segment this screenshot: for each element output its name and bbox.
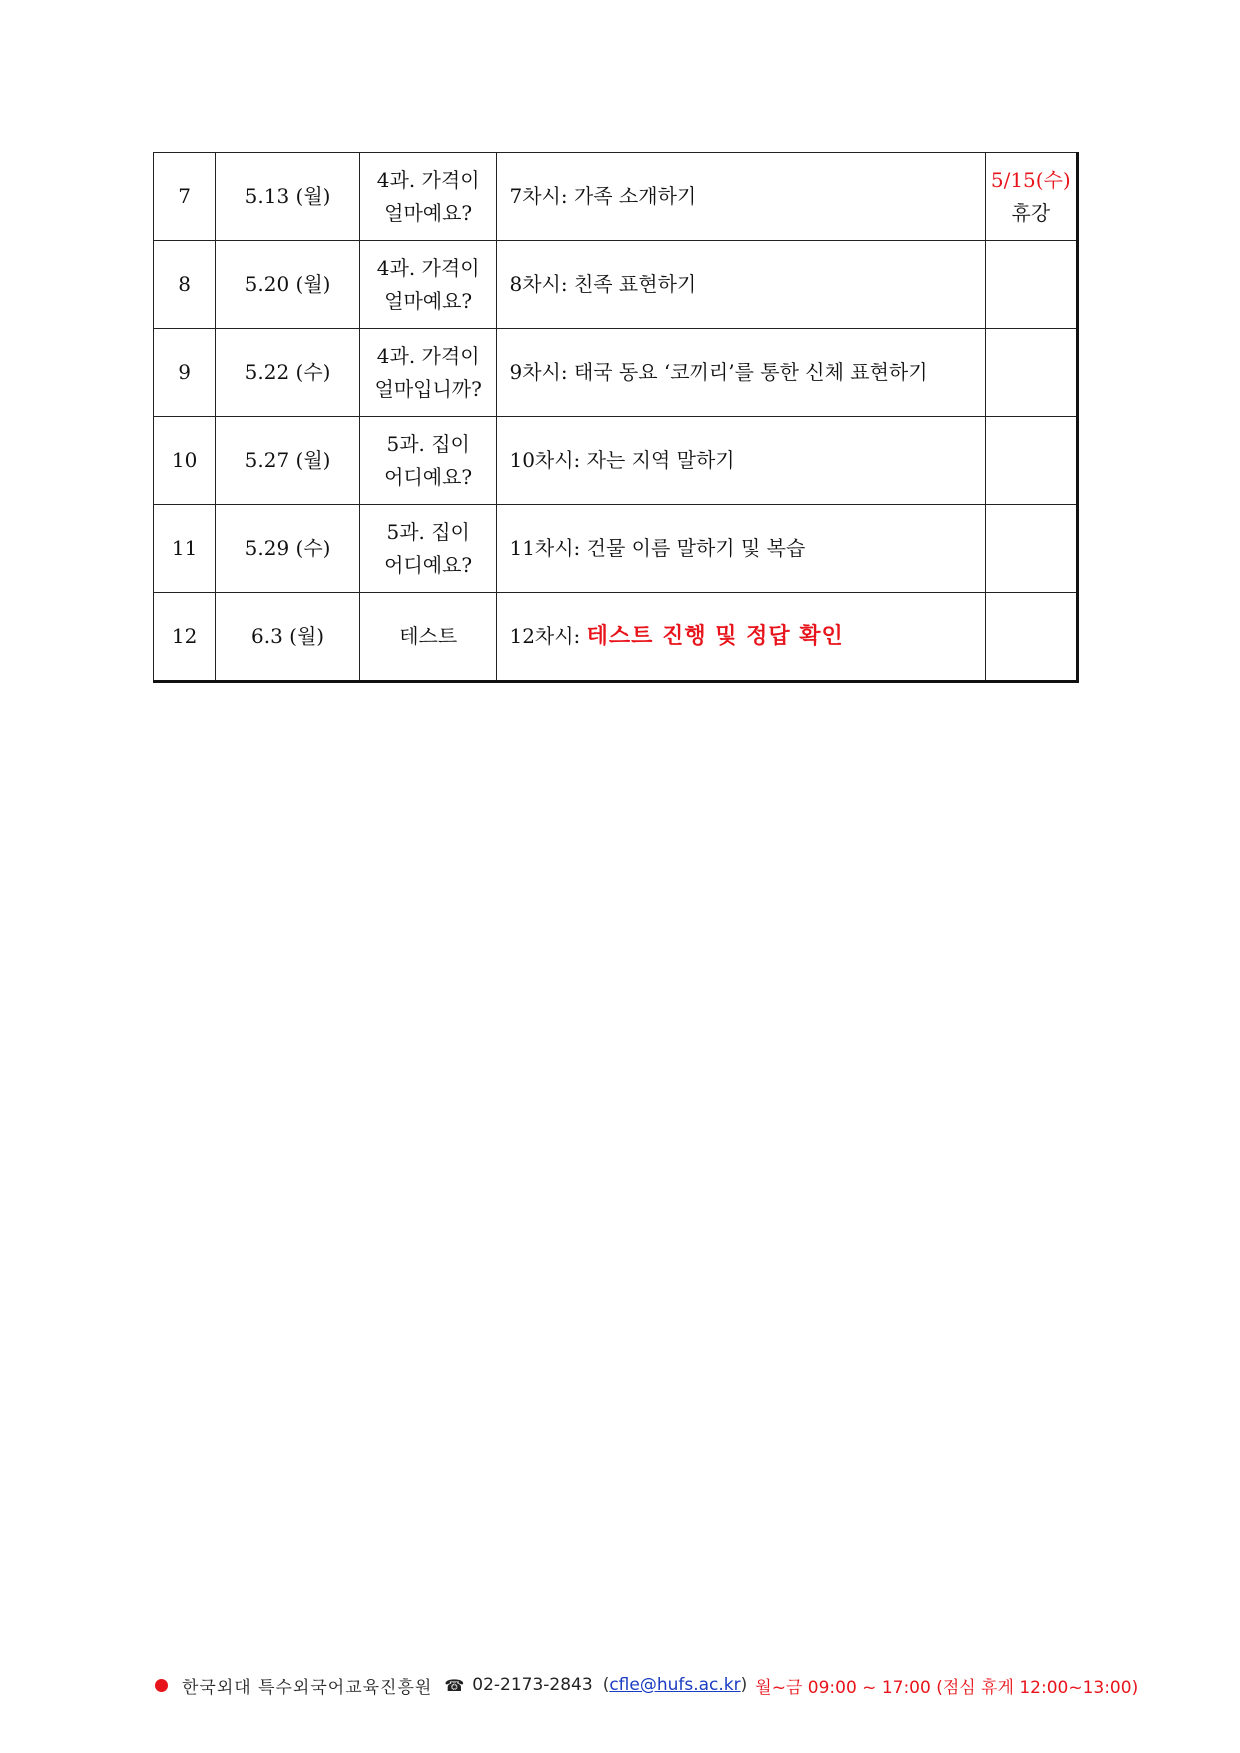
note-date: 5/15(수) <box>990 167 1071 192</box>
topic-prefix: 10차시: <box>509 448 587 472</box>
email-open-paren: ( <box>602 1675 610 1695</box>
organization-name: 한국외대 특수외국어교육진흥원 <box>182 1677 433 1698</box>
session-date: 5.20 (월) <box>216 241 360 329</box>
topic-prefix: 11차시: <box>509 536 587 560</box>
email-link[interactable]: cfle@hufs.ac.kr <box>609 1675 741 1695</box>
table-row <box>154 593 1078 682</box>
note-cell <box>985 329 1077 417</box>
lesson-question: 얼마예요? <box>384 288 473 313</box>
session-date: 5.13 (월) <box>216 153 360 241</box>
lesson-title: 5과. 집이 <box>386 431 470 456</box>
lesson-title: 4과. 가격이 <box>376 167 480 192</box>
phone-icon: ☎ <box>444 1675 465 1695</box>
schedule-table <box>153 152 1079 683</box>
schedule-body <box>154 153 1078 682</box>
table-row <box>154 417 1078 505</box>
office-hours: 월~금 09:00 ~ 17:00 (점심 휴게 12:00~13:00) <box>755 1677 1139 1698</box>
note-cell <box>985 417 1077 505</box>
topic-cell <box>497 153 985 241</box>
session-number: 12 <box>154 593 216 682</box>
topic-cell <box>497 241 985 329</box>
lesson-title: 5과. 집이 <box>386 519 470 544</box>
topic-text: 자는 지역 말하기 <box>586 448 735 472</box>
lesson-cell <box>359 417 497 505</box>
topic-text: 태국 동요 ‘코끼리’를 통한 신체 표현하기 <box>573 360 928 384</box>
topic-cell <box>497 593 985 682</box>
topic-prefix: 9차시: <box>509 360 574 384</box>
session-date: 5.22 (수) <box>216 329 360 417</box>
lesson-cell <box>359 241 497 329</box>
page-footer <box>155 1670 1215 1700</box>
topic-text: 친족 표현하기 <box>573 272 697 296</box>
topic-text: 건물 이름 말하기 및 복습 <box>586 536 806 560</box>
topic-prefix: 7차시: <box>509 184 574 208</box>
session-date: 6.3 (월) <box>216 593 360 682</box>
table-row <box>154 153 1078 241</box>
topic-prefix: 8차시: <box>509 272 574 296</box>
session-number: 9 <box>154 329 216 417</box>
session-number: 10 <box>154 417 216 505</box>
lesson-question: 얼마예요? <box>384 200 473 225</box>
note-cell <box>985 241 1077 329</box>
topic-text-highlight: 테스트 진행 및 정답 확인 <box>586 623 844 649</box>
note-cell <box>985 153 1077 241</box>
lesson-title: 4과. 가격이 <box>376 343 480 368</box>
lesson-cell <box>359 505 497 593</box>
topic-cell <box>497 329 985 417</box>
lesson-cell <box>359 153 497 241</box>
lesson-cell <box>359 329 497 417</box>
note-cell <box>985 593 1077 682</box>
bullet-dot-icon <box>155 1679 168 1692</box>
table-row <box>154 329 1078 417</box>
note-text: 휴강 <box>1011 200 1051 225</box>
session-number: 8 <box>154 241 216 329</box>
session-date: 5.29 (수) <box>216 505 360 593</box>
lesson-question: 얼마입니까? <box>374 376 482 401</box>
email-close-paren: ) <box>740 1675 748 1695</box>
session-date: 5.27 (월) <box>216 417 360 505</box>
lesson-question: 어디예요? <box>384 464 473 489</box>
phone-number: 02-2173-2843 <box>472 1675 593 1695</box>
topic-prefix: 12차시: <box>509 624 587 648</box>
table-row <box>154 241 1078 329</box>
topic-cell <box>497 417 985 505</box>
session-number: 7 <box>154 153 216 241</box>
lesson-cell <box>359 593 497 682</box>
note-cell <box>985 505 1077 593</box>
topic-cell <box>497 505 985 593</box>
topic-text: 가족 소개하기 <box>573 184 697 208</box>
table-row <box>154 505 1078 593</box>
lesson-title: 4과. 가격이 <box>376 255 480 280</box>
lesson-title: 테스트 <box>399 624 458 648</box>
session-number: 11 <box>154 505 216 593</box>
lesson-question: 어디예요? <box>384 552 473 577</box>
